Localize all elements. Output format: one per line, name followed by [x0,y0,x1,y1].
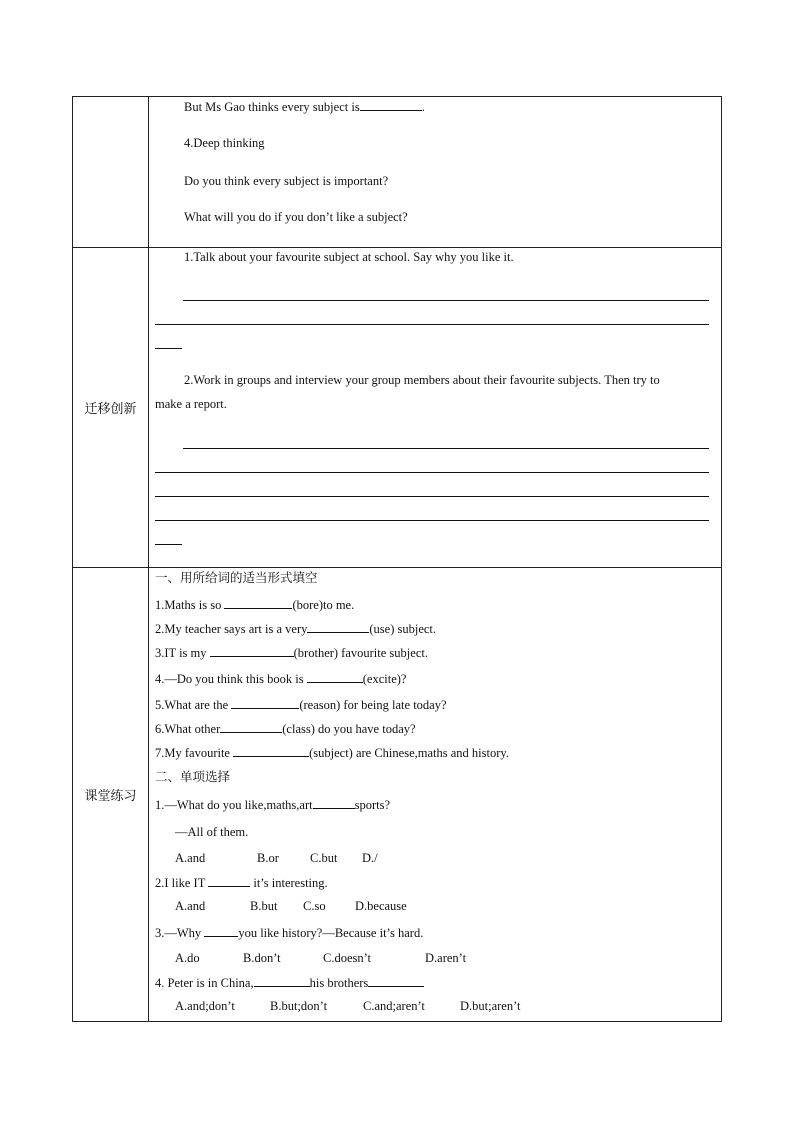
row-content [149,97,722,248]
section-heading-choice: 二、单项选择 [155,769,231,784]
answer-line[interactable] [155,348,182,349]
option-a[interactable]: A.do [175,951,200,965]
option-d[interactable]: D.because [355,899,407,913]
option-c[interactable]: C.and;aren’t [363,999,425,1013]
answer-blank[interactable] [233,744,309,757]
answer-blank[interactable] [313,796,355,809]
fill-item [155,670,406,687]
gao-period: . [421,100,425,114]
item-text: (bore)to me. [292,598,355,612]
option-b[interactable]: B.or [257,851,279,865]
option-c[interactable]: C.but [310,851,338,865]
option-b[interactable]: B.but;don’t [270,999,328,1013]
option-d[interactable]: D./ [362,851,378,865]
item-text: 1.Maths is so [155,598,225,612]
answer-blank[interactable] [224,596,292,609]
answer-blank[interactable] [210,644,294,657]
table-row [73,97,722,248]
row-label: 迁移创新 [73,248,149,568]
item-text: you like history?—Because it’s hard. [238,926,424,940]
task-1-prompt: 1.Talk about your favourite subject at school. Say why you like it. [184,250,514,264]
mc-question [155,974,424,991]
answer-blank[interactable] [368,974,424,987]
answer-line[interactable] [183,448,709,449]
mc-question [155,796,390,813]
mc-question [155,924,423,941]
item-text: sports? [354,798,391,812]
option-b[interactable]: B.but [250,899,278,913]
gao-line [184,98,425,115]
mc-answer-line: —All of them. [175,825,249,839]
row-label: 课堂练习 [73,568,149,1022]
answer-blank[interactable] [204,924,238,937]
answer-line[interactable] [155,472,709,473]
item-text: 2.My teacher says art is a very [155,622,308,636]
answer-line[interactable] [155,496,709,497]
item-text: 5.What are the [155,698,232,712]
answer-blank[interactable] [208,874,250,887]
option-a[interactable]: A.and;don’t [175,999,235,1013]
row-content [149,248,722,568]
fill-item [155,644,428,661]
worksheet-table [72,96,722,1022]
answer-blank[interactable] [307,620,369,633]
item-text: 6.What other [155,722,221,736]
answer-blank[interactable] [220,720,282,733]
option-c[interactable]: C.doesn’t [323,951,372,965]
mc-question [155,874,328,891]
item-text: (excite)? [362,672,407,686]
answer-line[interactable] [155,544,182,545]
answer-line[interactable] [183,300,709,301]
question-line: Do you think every subject is important? [184,174,389,188]
option-b[interactable]: B.don’t [243,951,281,965]
option-d[interactable]: D.aren’t [425,951,467,965]
fill-item [155,744,509,761]
answer-blank[interactable] [231,696,299,709]
answer-blank[interactable] [307,670,363,683]
gao-text: But Ms Gao thinks every subject is [184,100,360,114]
item-text: his brothers [309,976,369,990]
item-text: (use) subject. [369,622,437,636]
item-text: (brother) favourite subject. [293,646,428,660]
fill-item [155,696,447,713]
deep-thinking-heading: 4.Deep thinking [184,136,265,150]
task-2-prompt: 2.Work in groups and interview your group members about their favourite subjects. Then try to [184,373,660,387]
item-text: 4. Peter is in China, [155,976,254,990]
task-2-prompt-cont: make a report. [155,397,227,411]
item-text: it’s interesting. [250,876,328,890]
fill-item [155,596,354,613]
item-text: (subject) are Chinese,maths and history. [309,746,509,760]
row-label [73,97,149,248]
option-d[interactable]: D.but;aren’t [460,999,521,1013]
item-text: (class) do you have today? [282,722,416,736]
answer-blank[interactable] [360,98,422,111]
item-text: 3.IT is my [155,646,210,660]
item-text: (reason) for being late today? [299,698,447,712]
option-a[interactable]: A.and [175,899,206,913]
item-text: 3.—Why [155,926,205,940]
table-row [73,568,722,1022]
section-heading-fill: 一、用所给词的适当形式填空 [155,570,318,585]
item-text: 4.—Do you think this book is [155,672,307,686]
fill-item [155,720,416,737]
fill-item [155,620,436,637]
option-c[interactable]: C.so [303,899,326,913]
item-text: 1.—What do you like,maths,art [155,798,313,812]
answer-line[interactable] [155,520,709,521]
option-a[interactable]: A.and [175,851,206,865]
row-content [149,568,722,1022]
table-row [73,248,722,568]
answer-line[interactable] [155,324,709,325]
item-text: 7.My favourite [155,746,234,760]
question-line: What will you do if you don’t like a subject? [184,210,408,224]
item-text: 2.I like IT [155,876,209,890]
answer-blank[interactable] [254,974,310,987]
